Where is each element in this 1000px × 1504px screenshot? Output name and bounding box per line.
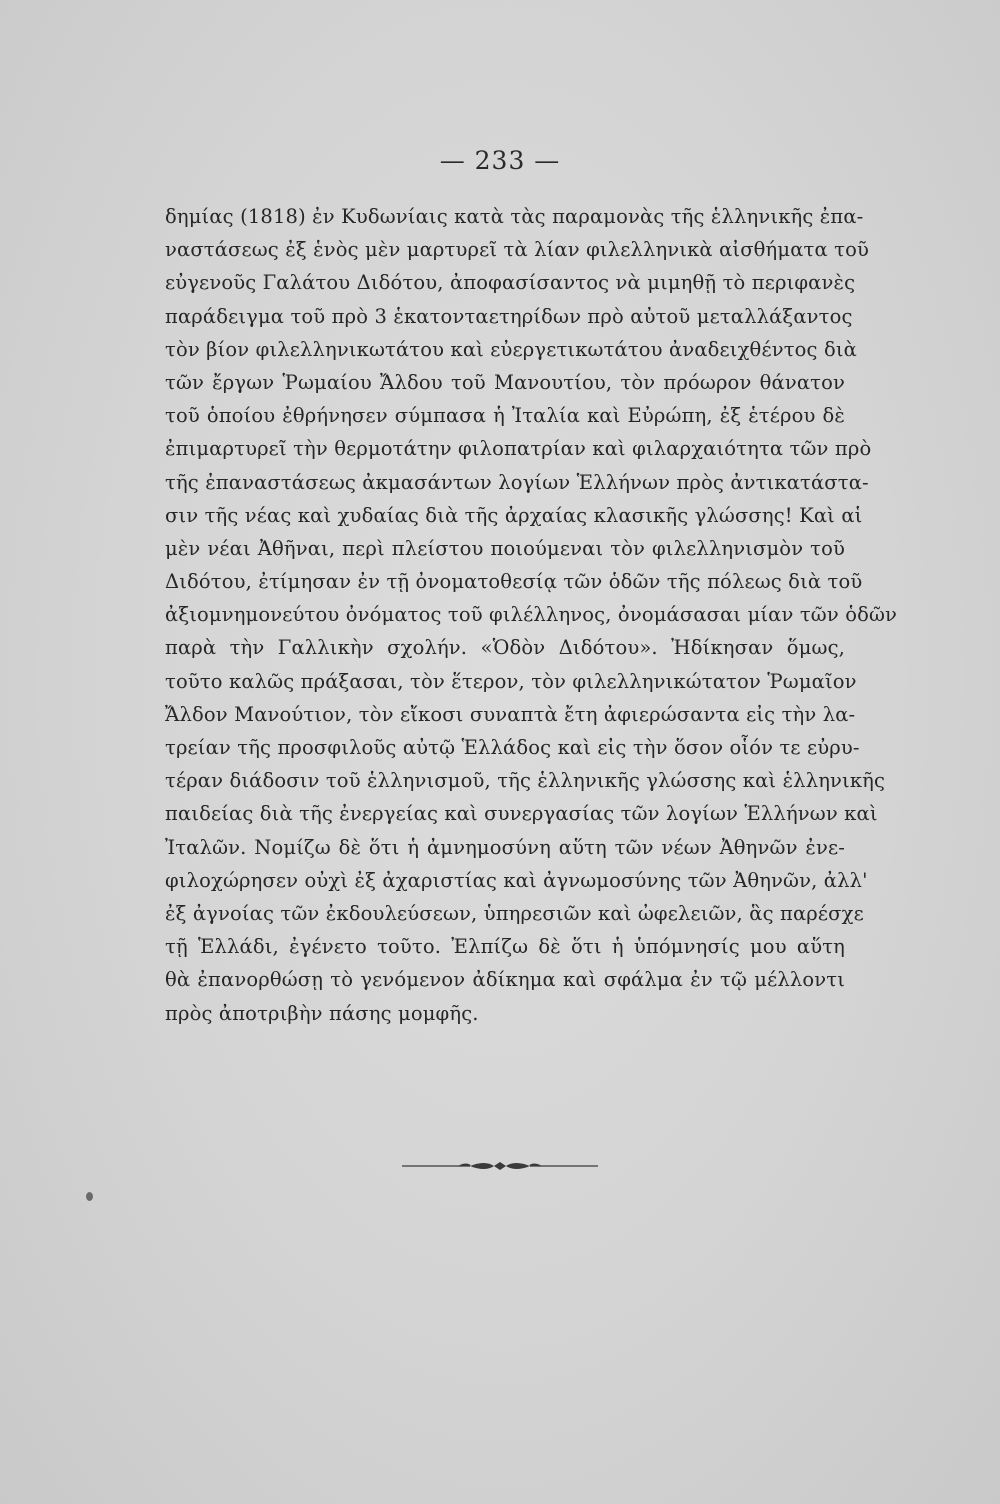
print-speck [86, 1192, 93, 1201]
text-line: τὸν βίον φιλελληνικωτάτου καὶ εὐεργετικωτάτου ἀναδειχθέντος διὰ [165, 337, 857, 361]
text-line: φιλοχώρησεν οὐχὶ ἐξ ἀχαριστίας καὶ ἀγνωμοσύνης τῶν Ἀθηνῶν, ἀλλ' [165, 868, 868, 892]
text-line: παράδειγμα τοῦ πρὸ 3 ἑκατονταετηρίδων πρὸ αὐτοῦ μεταλλάξαντος [165, 304, 853, 328]
text-line: τέραν διάδοσιν τοῦ ἑλληνισμοῦ, τῆς ἑλληνικῆς γλώσσης καὶ ἑλληνικῆς [165, 769, 886, 793]
text-line: τῶν ἔργων Ῥωμαίου Ἄλδου τοῦ Μανουτίου, τὸν πρόωρον θάνατον [165, 370, 845, 394]
text-line: σιν τῆς νέας καὶ χυδαίας διὰ τῆς ἀρχαίας κλασικῆς γλώσσης! Καὶ αἱ [165, 503, 863, 527]
text-line: τῇ Ἑλλάδι, ἐγένετο τοῦτο. Ἐλπίζω δὲ ὅτι ἡ ὑπόμνησίς μου αὕτη [165, 935, 845, 959]
text-line: ἐξ ἀγνοίας τῶν ἐκδουλεύσεων, ὑπηρεσιῶν καὶ ὠφελειῶν, ἃς παρέσχε [165, 901, 864, 925]
text-line: ἐπιμαρτυρεῖ τὴν θερμοτάτην φιλοπατρίαν καὶ φιλαρχαιότητα τῶν πρὸ [165, 437, 872, 461]
text-line: Διδότου, ἐτίμησαν ἐν τῇ ὀνοματοθεσίᾳ τῶν ὁδῶν τῆς πόλεως διὰ τοῦ [165, 570, 863, 594]
text-line: τοῦ ὁποίου ἐθρήνησεν σύμπασα ἡ Ἰταλία καὶ Εὐρώπη, ἐξ ἑτέρου δὲ [165, 404, 845, 428]
text-line: εὐγενοῦς Γαλάτου Διδότου, ἀποφασίσαντος νὰ μιμηθῇ τὸ περιφανὲς [165, 271, 856, 295]
text-line: Ἰταλῶν. Νομίζω δὲ ὅτι ἡ ἀμνημοσύνη αὕτη τῶν νέων Ἀθηνῶν ἐνε- [165, 835, 845, 859]
text-line: δημίας (1818) ἐν Κυδωνίαις κατὰ τὰς παραμονὰς τῆς ἑλληνικῆς ἐπα- [165, 205, 864, 228]
text-line: τρείαν τῆς προσφιλοῦς αὐτῷ Ἑλλάδος καὶ εἰς τὴν ὅσον οἷόν τε εὐρυ- [165, 736, 860, 759]
text-line: τοῦτο καλῶς πράξασαι, τὸν ἕτερον, τὸν φιλελληνικώτατον Ῥωμαῖον [165, 669, 857, 693]
text-line: ναστάσεως ἐξ ἑνὸς μὲν μαρτυρεῖ τὰ λίαν φιλελληνικὰ αἰσθήματα τοῦ [165, 238, 869, 262]
text-line: μὲν νέαι Ἀθῆναι, περὶ πλείστου ποιούμεναι τὸν φιλελληνισμὸν τοῦ [165, 536, 845, 560]
body-text [165, 200, 898, 1030]
text-line: πρὸς ἀποτριβὴν πάσης μομφῆς. [165, 1001, 479, 1025]
text-line: παιδείας διὰ τῆς ἐνεργείας καὶ συνεργασίας τῶν λογίων Ἑλλήνων καὶ [165, 802, 878, 826]
text-line: θὰ ἐπανορθώσῃ τὸ γενόμενον ἀδίκημα καὶ σφάλμα ἐν τῷ μέλλοντι [165, 968, 845, 992]
text-line: ἀξιομνημονεύτου ὀνόματος τοῦ φιλέλληνος, ὀνομάσασαι μίαν τῶν ὁδῶν [165, 603, 898, 627]
page-number: — 233 — [439, 146, 561, 175]
ornament-rule-icon [400, 1156, 600, 1176]
text-line: Ἄλδον Μανούτιον, τὸν εἴκοσι συναπτὰ ἔτη ἀφιερώσαντα εἰς τὴν λα- [165, 702, 856, 726]
text-line: παρὰ τὴν Γαλλικὴν σχολήν. «Ὁδὸν Διδότου». Ἠδίκησαν ὅμως, [165, 636, 845, 660]
text-line: τῆς ἐπαναστάσεως ἀκμασάντων λογίων Ἑλλήνων πρὸς ἀντικατάστα- [165, 470, 869, 494]
